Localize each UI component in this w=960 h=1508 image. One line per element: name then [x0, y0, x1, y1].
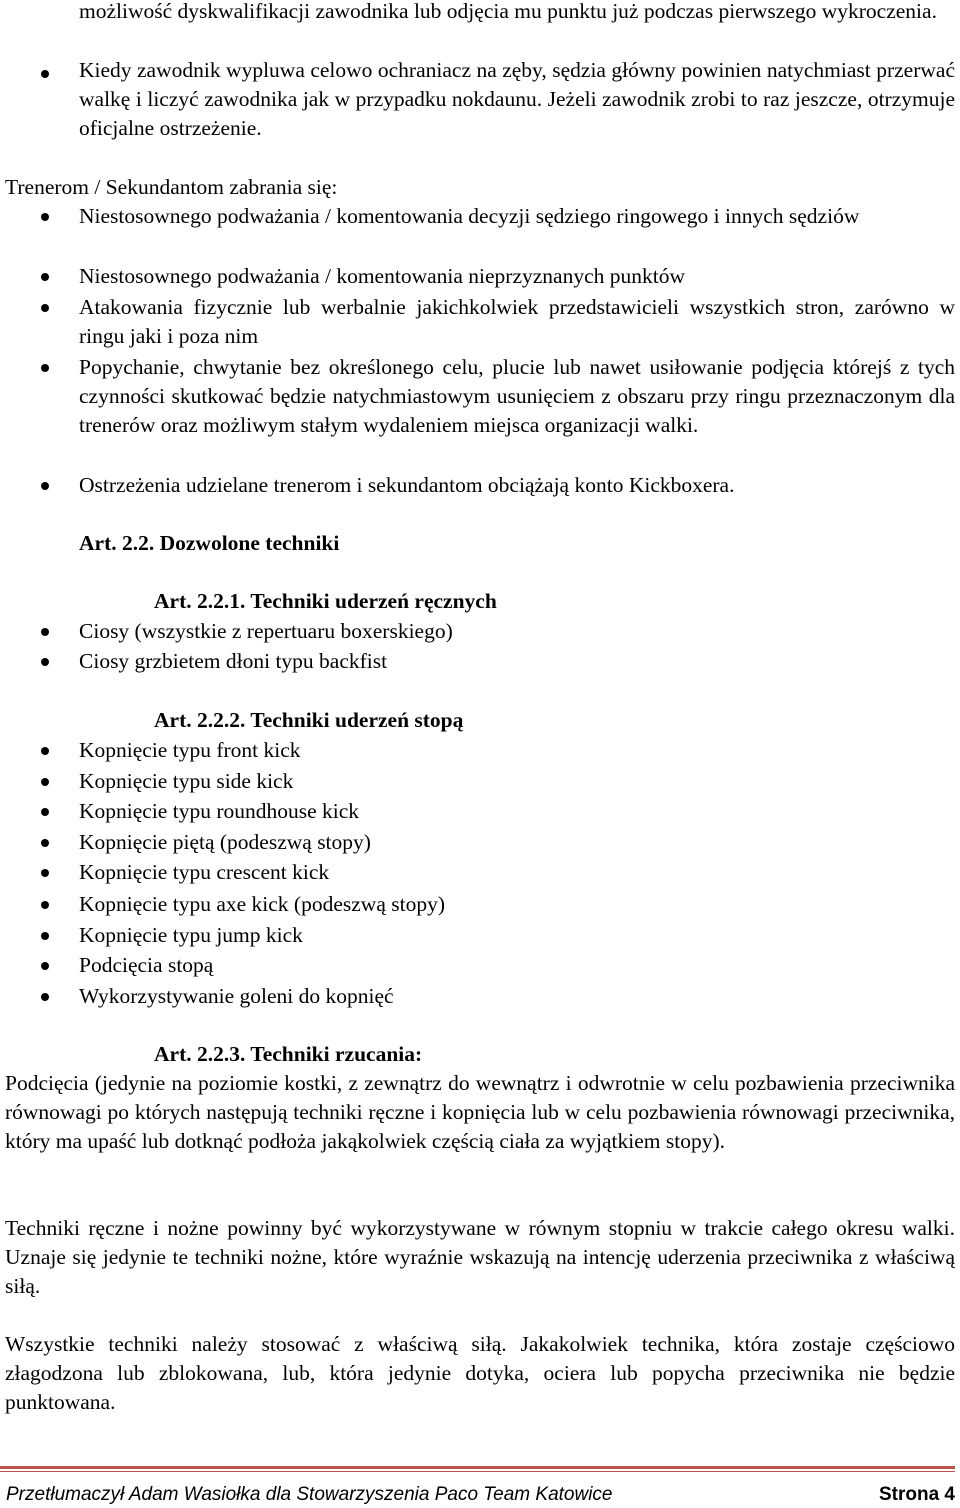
list-item: Popychanie, chwytanie bez określonego celu, plucie lub nawet usiłowanie podjęcia którejś z tych czynności skutkować będzie natychmiastowym usunięciem z obszaru przy ringu przeznaczonym dla trenerów oraz możliwym stałym wydaleniem miejsca organizacji walki.	[79, 355, 955, 438]
article-heading: Art. 2.2.3. Techniki rzucania:	[154, 1042, 423, 1066]
bullet-icon	[41, 778, 49, 786]
bullet-icon	[41, 658, 49, 666]
bullet-icon	[41, 839, 49, 847]
list-item: Podcięcia stopą	[79, 953, 214, 977]
section-heading: Trenerom / Sekundantom zabrania się:	[5, 175, 338, 199]
list-item: Ciosy (wszystkie z repertuaru boxerskiego)	[79, 619, 453, 643]
bullet-icon	[41, 993, 49, 1001]
list-item: Ciosy grzbietem dłoni typu backfist	[79, 649, 388, 673]
list-item: Kopnięcie typu axe kick (podeszwą stopy)	[79, 892, 445, 916]
list-item: Kiedy zawodnik wypluwa celowo ochraniacz na zęby, sędzia główny powinien natychmiast przerwać walkę i liczyć zawodnika jak w przypadku nokdaunu. Jeżeli zawodnik zrobi to raz jeszcze, otrzymuje oficjalne ostrzeżenie.	[79, 58, 955, 141]
article-heading: Art. 2.2.1. Techniki uderzeń ręcznych	[154, 589, 497, 613]
bullet-icon	[41, 364, 49, 372]
list-item: Ostrzeżenia udzielane trenerom i sekundantom obciążają konto Kickboxera.	[79, 473, 735, 497]
list-item: Kopnięcie typu roundhouse kick	[79, 799, 360, 823]
list-item: Kopnięcie typu front kick	[79, 738, 301, 762]
list-item: Kopnięcie piętą (podeszwą stopy)	[79, 830, 371, 854]
footer-rule-thin	[0, 1471, 955, 1472]
bullet-icon	[41, 962, 49, 970]
list-item: Niestosownego podważania / komentowania decyzji sędziego ringowego i innych sędziów	[79, 204, 860, 228]
body-paragraph: Wszystkie techniki należy stosować z właściwą siłą. Jakakolwiek technika, która zostaje częściowo złagodzona lub zblokowana, lub, która jedynie dotyka, ociera lub popycha przeciwnika nie będzie punktowana.	[5, 1332, 955, 1415]
bullet-icon	[41, 808, 49, 816]
bullet-icon	[41, 273, 49, 281]
list-item: Niestosownego podważania / komentowania nieprzyznanych punktów	[79, 264, 686, 288]
bullet-icon	[41, 747, 49, 755]
article-heading: Art. 2.2. Dozwolone techniki	[79, 531, 340, 555]
list-item: Kopnięcie typu crescent kick	[79, 860, 330, 884]
bullet-icon	[41, 70, 49, 78]
bullet-icon	[41, 869, 49, 877]
body-paragraph: Techniki ręczne i nożne powinny być wykorzystywane w równym stopniu w trakcie całego okresu walki. Uznaje się jedynie te techniki nożne, które wyraźnie wskazują na intencję uderzenia przeciwnika z właściwą siłą.	[5, 1216, 955, 1299]
page-footer	[6, 1482, 955, 1508]
list-item: Atakowania fizycznie lub werbalnie jakichkolwiek przedstawicieli wszystkich stron, zarówno w ringu jaki i poza nim	[79, 295, 955, 349]
bullet-icon	[41, 901, 49, 909]
bullet-icon	[41, 932, 49, 940]
bullet-icon	[41, 213, 49, 221]
footer-credit: Przetłumaczył Adam Wasiołka dla Stowarzyszenia Paco Team Katowice	[6, 1484, 613, 1505]
footer-rule	[0, 1466, 955, 1469]
bullet-icon	[41, 628, 49, 636]
continued-paragraph: możliwość dyskwalifikacji zawodnika lub odjęcia mu punktu już podczas pierwszego wykroczenia.	[79, 0, 937, 23]
list-item: Kopnięcie typu jump kick	[79, 923, 303, 947]
bullet-icon	[41, 482, 49, 490]
page-number: Strona 4	[878, 1484, 955, 1505]
list-item: Wykorzystywanie goleni do kopnięć	[79, 984, 394, 1008]
body-paragraph: Podcięcia (jedynie na poziomie kostki, z zewnątrz do wewnątrz i odwrotnie w celu pozbawienia przeciwnika równowagi po których następują techniki ręczne i kopnięcia lub w celu pozbawienia równowagi przeciwnika, który ma upaść lub dotknąć podłoża jakąkolwiek częścią ciała za wyjątkiem stopy).	[5, 1071, 955, 1154]
bullet-icon	[41, 304, 49, 312]
list-item: Kopnięcie typu side kick	[79, 769, 294, 793]
article-heading: Art. 2.2.2. Techniki uderzeń stopą	[154, 708, 464, 732]
